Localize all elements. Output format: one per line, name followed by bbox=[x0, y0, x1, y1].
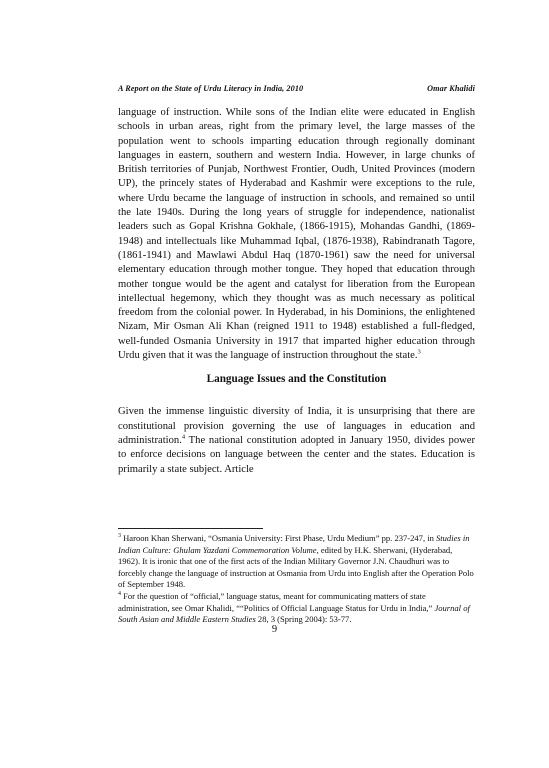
footnotes bbox=[118, 533, 475, 626]
footnote-4-text-b: 28, 3 (Spring 2004): 53-77. bbox=[255, 614, 352, 625]
footnote-separator bbox=[118, 528, 263, 529]
page-number: 9 bbox=[271, 624, 278, 635]
footnote-3-title: Studies in Indian Culture: Ghulam Yazdani Commemoration Volume bbox=[118, 533, 470, 555]
footnote-3-number: 3 bbox=[118, 533, 121, 540]
paragraph-1 bbox=[118, 106, 475, 363]
footnote-4-title: Journal of South Asian and Middle Eastern Studies bbox=[118, 602, 470, 625]
footnote-4 bbox=[118, 591, 475, 626]
paragraph-2 bbox=[118, 405, 475, 476]
header-author: Omar Khalidi bbox=[427, 84, 475, 93]
footnote-3-text-a: Haroon Khan Sherwani, “Osmania University: First Phase, Urdu Medium” pp. 237-247, in bbox=[121, 533, 436, 543]
running-header bbox=[118, 84, 475, 93]
footnote-ref-3[interactable]: 3 bbox=[417, 348, 421, 356]
footnote-3 bbox=[118, 533, 475, 591]
section-heading: Language Issues and the Constitution bbox=[206, 373, 387, 386]
header-title: A Report on the State of Urdu Literacy in India, 2010 bbox=[118, 84, 304, 93]
footnote-ref-4[interactable]: 4 bbox=[181, 433, 186, 441]
paragraph-2-text-a: Given the immense linguistic diversity of India, it is unsurprising that there are constitutional provision governing the use of languages in education and administration. bbox=[118, 406, 475, 446]
body-text bbox=[118, 106, 475, 477]
footnote-3-text-b: , edited by H.K. Sherwani, (Hyderabad, 1962). It is ironic that one of the first acts of the Indian Military Governor J.N. Chaudhuri was to forcebly change the language of instruction at Osmania from Urdu into English after the Operation Polo of September 1948. bbox=[118, 544, 474, 590]
footnote-4-number: 4 bbox=[118, 591, 121, 598]
paragraph-1-text: language of instruction. While sons of the Indian elite were educated in English schools in urban areas, right from the primary level, the large masses of the population went to schools imparting education through regionally dominant languages in eastern, southern and western India. However, in large chunks of British territories of Punjab, Northwest Frontier, Oudh, United Provinces (modern UP), the princely states of Hyderabad and Kashmir were exceptions to the rule, where Urdu became the language of instruction in schools, and remained so until the late 1940s. During the long years of struggle for independence, nationalist leaders such as Gopal Krishna Gokhale, (1866-1915), Mohandas Gandhi, (1869-1948) and intellectuals like Muhammad Iqbal, (1876-1938), Rabindranath Tagore, (1861-1941) and Mawlawi Abdul Haq (1870-1961) saw the need for universal elementary education through mother tongue. They hoped that education through mother tongue would be the agent and catalyst for liberation from the European intellectual hegemony, which they thought was as much necessary as political freedom from the colonial power. In Hyderabad, in his Dominions, the enlightened Nizam, Mir Osman Ali Khan (reigned 1911 to 1948) established a full-fledged, well-funded Osmania University in 1917 that imparted higher education through Urdu given that it was the language of instruction throughout the state. bbox=[118, 107, 475, 362]
footnote-4-text-a: For the question of “official,” language status, meant for communicating matters of state administration, see Omar Khalidi, ““Politics of Official Language Status for Urdu in India,” bbox=[118, 590, 435, 613]
paragraph-2-text-b: The national constitution adopted in January 1950, divides power to enforce decisions on language between the center and the states. Education is primarily a state subject. Article bbox=[118, 434, 475, 475]
